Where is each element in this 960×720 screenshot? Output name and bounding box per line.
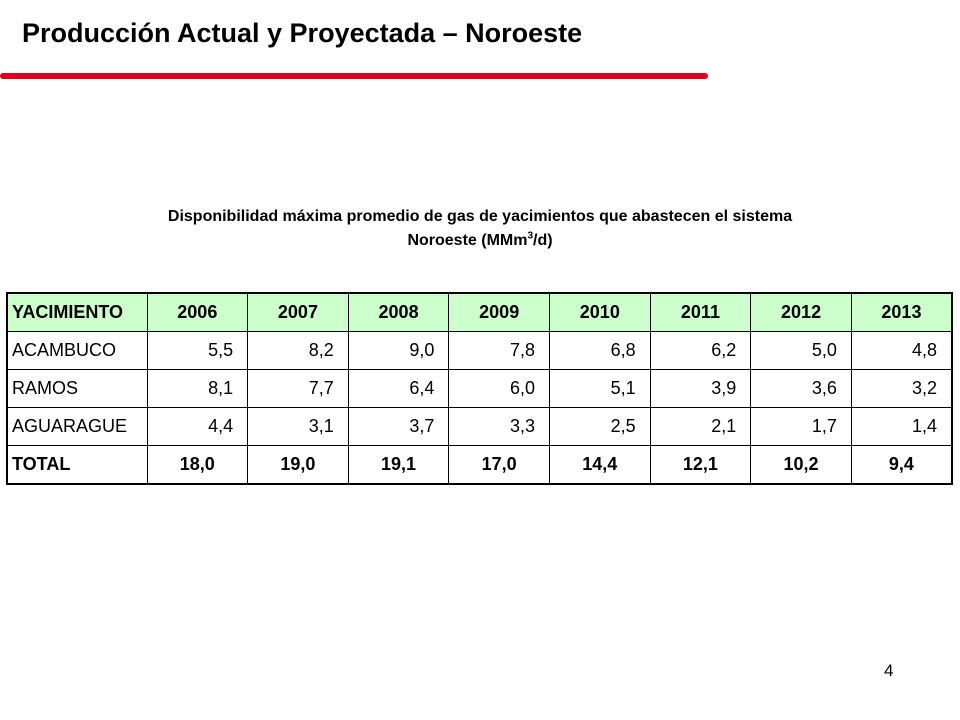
production-table bbox=[6, 292, 953, 485]
column-header-year: 2007 bbox=[248, 293, 349, 332]
table-total-row bbox=[7, 446, 952, 485]
row-name-cell: RAMOS bbox=[7, 370, 147, 408]
value-cell: 3,3 bbox=[449, 408, 550, 446]
row-name-cell: ACAMBUCO bbox=[7, 332, 147, 370]
value-cell: 3,7 bbox=[348, 408, 449, 446]
page-number: 4 bbox=[884, 661, 894, 680]
table-header-row bbox=[7, 293, 952, 332]
value-cell: 1,7 bbox=[751, 408, 852, 446]
table-caption-line2 bbox=[40, 229, 920, 253]
value-cell: 6,0 bbox=[449, 370, 550, 408]
value-cell: 5,5 bbox=[147, 332, 248, 370]
value-cell: 6,8 bbox=[550, 332, 651, 370]
row-name-cell: AGUARAGUE bbox=[7, 408, 147, 446]
column-header-year: 2011 bbox=[650, 293, 751, 332]
value-cell: 8,1 bbox=[147, 370, 248, 408]
column-header-yacimiento: YACIMIENTO bbox=[7, 293, 147, 332]
total-value-cell: 10,2 bbox=[751, 446, 852, 485]
value-cell: 4,8 bbox=[851, 332, 952, 370]
total-label-cell: TOTAL bbox=[7, 446, 147, 485]
column-header-year: 2006 bbox=[147, 293, 248, 332]
value-cell: 3,2 bbox=[851, 370, 952, 408]
total-value-cell: 19,0 bbox=[248, 446, 349, 485]
title-underline bbox=[0, 73, 708, 79]
value-cell: 9,0 bbox=[348, 332, 449, 370]
value-cell: 8,2 bbox=[248, 332, 349, 370]
value-cell: 4,4 bbox=[147, 408, 248, 446]
value-cell: 3,9 bbox=[650, 370, 751, 408]
value-cell: 6,4 bbox=[348, 370, 449, 408]
value-cell: 7,7 bbox=[248, 370, 349, 408]
page-title: Producción Actual y Proyectada – Noroeste bbox=[22, 18, 583, 48]
column-header-year: 2010 bbox=[550, 293, 651, 332]
value-cell: 2,1 bbox=[650, 408, 751, 446]
total-value-cell: 14,4 bbox=[550, 446, 651, 485]
table-caption-line1: Disponibilidad máxima promedio de gas de yacimientos que abastecen el sistema bbox=[167, 208, 793, 225]
value-cell: 1,4 bbox=[851, 408, 952, 446]
value-cell: 3,1 bbox=[248, 408, 349, 446]
column-header-year: 2008 bbox=[348, 293, 449, 332]
value-cell: 6,2 bbox=[650, 332, 751, 370]
column-header-year: 2009 bbox=[449, 293, 550, 332]
total-value-cell: 19,1 bbox=[348, 446, 449, 485]
value-cell: 7,8 bbox=[449, 332, 550, 370]
table-row bbox=[7, 370, 952, 408]
table-caption-unit-superscript: 3 bbox=[527, 230, 534, 242]
column-header-year: 2013 bbox=[851, 293, 952, 332]
total-value-cell: 18,0 bbox=[147, 446, 248, 485]
total-value-cell: 17,0 bbox=[449, 446, 550, 485]
table-caption bbox=[40, 205, 920, 253]
total-value-cell: 9,4 bbox=[851, 446, 952, 485]
value-cell: 5,1 bbox=[550, 370, 651, 408]
total-value-cell: 12,1 bbox=[650, 446, 751, 485]
value-cell: 3,6 bbox=[751, 370, 852, 408]
table-row bbox=[7, 332, 952, 370]
value-cell: 2,5 bbox=[550, 408, 651, 446]
value-cell: 5,0 bbox=[751, 332, 852, 370]
table-row bbox=[7, 408, 952, 446]
column-header-year: 2012 bbox=[751, 293, 852, 332]
table-caption-unit-suffix: /d) bbox=[533, 232, 553, 249]
table-caption-unit-prefix: Noroeste (MMm bbox=[407, 232, 528, 249]
